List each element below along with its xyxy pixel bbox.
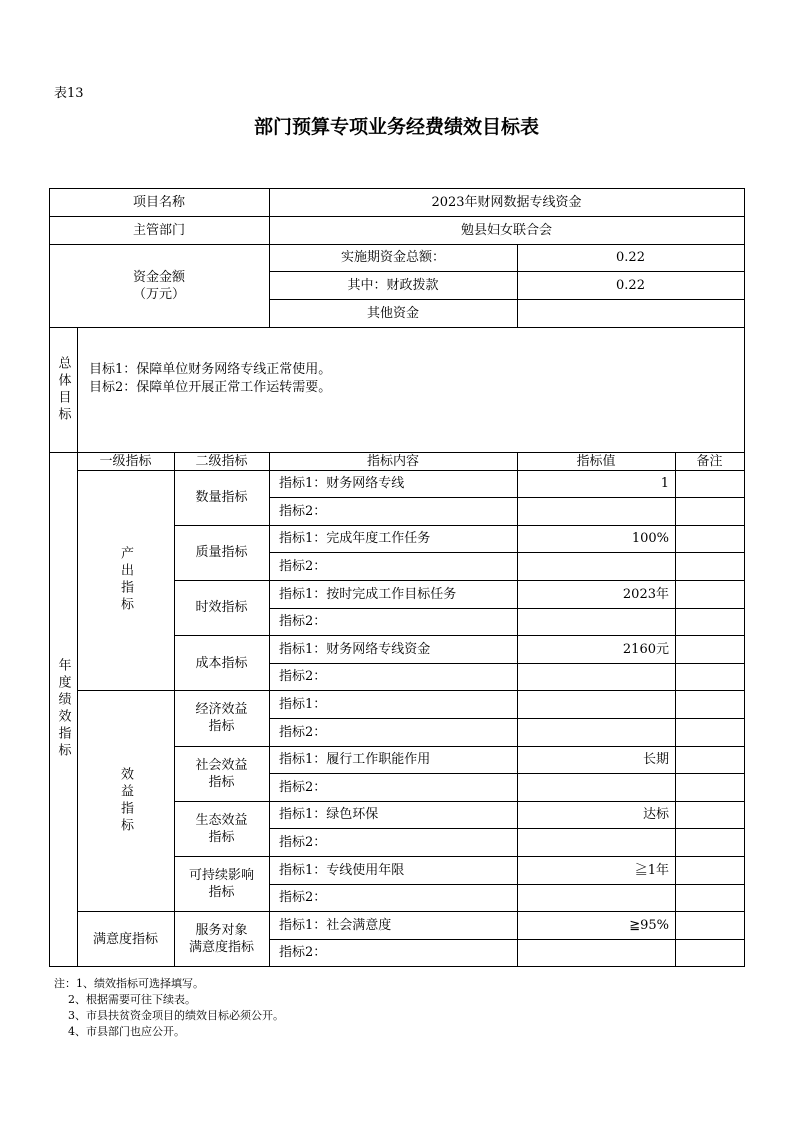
indicator-value (517, 691, 675, 719)
remark-cell (675, 856, 744, 884)
remark-cell (675, 498, 744, 526)
level2-indicator (174, 691, 269, 746)
level2-indicator-line: 可持续影响 (188, 867, 254, 883)
funds-row-value: 0.22 (616, 277, 645, 293)
column-header: 指标值 (576, 453, 616, 469)
notes (54, 976, 284, 1040)
level2-indicator (174, 525, 269, 580)
level2-indicator-line: 成本指标 (195, 655, 248, 671)
grid-line (49, 452, 744, 453)
indicator-value (517, 939, 675, 967)
remark-cell (675, 829, 744, 857)
level2-indicator-line: 指标 (208, 829, 235, 845)
indicator-content: 指标2： (279, 503, 327, 519)
grid-line (49, 216, 744, 217)
funds-row-value (517, 299, 744, 327)
overall-goal-label: 总体目标 (55, 355, 71, 424)
remark-cell (675, 470, 744, 498)
indicator-value: ≧95% (629, 917, 669, 933)
remark-cell (675, 801, 744, 829)
indicator-value: 100% (631, 531, 669, 547)
grid-line (269, 884, 744, 885)
grid-line (174, 801, 744, 802)
grid-line (517, 244, 518, 327)
grid-line (269, 939, 744, 940)
level2-indicator (174, 912, 269, 967)
grid-line (49, 966, 744, 967)
grid-line (675, 452, 676, 967)
dept-value: 勉县妇女联合会 (460, 222, 552, 238)
funds-label-line: （万元） (132, 286, 185, 302)
note-line: 4、市县部门也应公开。 (54, 1025, 185, 1038)
level2-indicator-line: 服务对象 (195, 923, 248, 939)
indicator-content: 指标1：财务网络专线 (279, 476, 405, 492)
grid-line (49, 188, 50, 967)
indicator-value: 1 (660, 476, 669, 492)
level1-indicator: 满意度指标 (92, 931, 158, 947)
grid-line (269, 497, 744, 498)
indicator-content: 指标2： (279, 945, 327, 961)
remark-cell (675, 580, 744, 608)
remark-cell (675, 939, 744, 967)
remark-cell (675, 774, 744, 802)
column-header: 二级指标 (195, 453, 248, 469)
indicator-content: 指标1：绿色环保 (279, 807, 379, 823)
column-header: 指标内容 (366, 453, 419, 469)
indicator-value (517, 774, 675, 802)
funds-row-value: 0.22 (616, 250, 645, 265)
goal-line: 目标1：保障单位财务网络专线正常使用。 (89, 362, 332, 377)
level1-indicator: 效益指标 (118, 767, 133, 836)
grid-line (49, 327, 744, 328)
indicator-value (517, 663, 675, 691)
level2-indicator (174, 801, 269, 856)
grid-line (269, 552, 744, 553)
level1-indicator: 产出指标 (118, 546, 133, 615)
project-name-label: 项目名称 (132, 194, 185, 210)
funds-label-line: 资金金额 (132, 269, 185, 285)
grid-line (269, 452, 270, 967)
grid-line (77, 327, 78, 967)
grid-line (269, 663, 744, 664)
grid-line (49, 188, 744, 189)
grid-line (269, 188, 270, 327)
level2-indicator-line: 经济效益 (195, 702, 248, 718)
indicator-value: 达标 (642, 807, 669, 823)
grid-line (49, 244, 744, 245)
indicator-value (517, 553, 675, 581)
funds-label (49, 244, 269, 327)
indicator-value: 2160元 (622, 641, 669, 657)
level2-indicator-line: 指标 (208, 774, 235, 790)
indicator-value: 2023年 (622, 586, 669, 602)
remark-cell (675, 884, 744, 912)
indicator-value (517, 608, 675, 636)
level2-indicator (174, 636, 269, 691)
indicator-content: 指标2： (279, 835, 327, 851)
annual-indicator-label: 年度绩效指标 (55, 658, 71, 761)
remark-cell (675, 746, 744, 774)
grid-line (174, 856, 744, 857)
overall-goal-text (77, 327, 744, 452)
remark-cell (675, 663, 744, 691)
indicator-content: 指标1：财务网络专线资金 (279, 641, 431, 657)
grid-line (269, 271, 744, 272)
indicator-content: 指标2： (279, 724, 327, 740)
level2-indicator-line: 指标 (208, 884, 235, 900)
level2-indicator-line: 社会效益 (195, 757, 248, 773)
grid-line (77, 911, 744, 912)
level2-indicator-line: 数量指标 (195, 490, 248, 506)
remark-cell (675, 636, 744, 664)
level2-indicator (174, 856, 269, 911)
funds-row-label: 实施期资金总额： (340, 250, 445, 265)
grid-line (744, 188, 745, 967)
remark-cell (675, 553, 744, 581)
grid-line (269, 773, 744, 774)
grid-line (174, 580, 744, 581)
indicator-value (517, 829, 675, 857)
remark-cell (675, 912, 744, 940)
indicator-value: ≧1年 (634, 862, 669, 878)
indicator-content: 指标2： (279, 559, 327, 575)
grid-line (269, 299, 744, 300)
table-number: 表13 (54, 86, 84, 101)
level2-indicator (174, 746, 269, 801)
remark-cell (675, 718, 744, 746)
indicator-content: 指标2： (279, 890, 327, 906)
indicator-content: 指标1： (279, 697, 327, 713)
grid-line (269, 608, 744, 609)
grid-line (269, 828, 744, 829)
indicator-content: 指标1：履行工作职能作用 (279, 752, 431, 768)
grid-line (77, 690, 744, 691)
level2-indicator-line: 生态效益 (195, 812, 248, 828)
dept-label: 主管部门 (132, 222, 185, 238)
level2-indicator-line: 满意度指标 (188, 940, 254, 956)
level2-indicator-line: 时效指标 (195, 600, 248, 616)
grid-line (174, 452, 175, 967)
column-header: 一级指标 (99, 453, 152, 469)
indicator-content: 指标1：完成年度工作任务 (279, 531, 431, 547)
project-name-value: 2023年财网数据专线资金 (431, 194, 582, 210)
remark-cell (675, 691, 744, 719)
indicator-content: 指标2： (279, 779, 327, 795)
indicator-value (517, 498, 675, 526)
remark-cell (675, 608, 744, 636)
funds-row-label: 其他资金 (366, 305, 419, 321)
grid-line (174, 525, 744, 526)
indicator-value (517, 718, 675, 746)
indicator-value (517, 884, 675, 912)
grid-line (174, 635, 744, 636)
note-line: 2、根据需要可往下续表。 (54, 993, 196, 1006)
grid-line (174, 746, 744, 747)
indicator-content: 指标1：社会满意度 (279, 917, 392, 933)
note-line: 3、市县扶贫资金项目的绩效目标必须公开。 (54, 1009, 284, 1022)
remark-cell (675, 525, 744, 553)
indicator-content: 指标2： (279, 669, 327, 685)
grid-line (517, 452, 518, 967)
indicator-content: 指标1：按时完成工作目标任务 (279, 586, 457, 602)
level2-indicator (174, 470, 269, 525)
grid-line (269, 718, 744, 719)
column-header: 备注 (696, 453, 723, 469)
indicator-value: 长期 (642, 752, 669, 768)
level2-indicator (174, 580, 269, 635)
note-line: 注：1、绩效指标可选择填写。 (54, 977, 204, 990)
indicator-content: 指标2： (279, 614, 327, 630)
level2-indicator-line: 质量指标 (195, 545, 248, 561)
grid-line (77, 470, 744, 471)
goal-line: 目标2：保障单位开展正常工作运转需要。 (89, 380, 332, 395)
level2-indicator-line: 指标 (208, 719, 235, 735)
indicator-content: 指标1：专线使用年限 (279, 862, 405, 878)
document-title: 部门预算专项业务经费绩效目标表 (253, 116, 539, 138)
funds-row-label: 其中：财政拨款 (347, 277, 439, 293)
